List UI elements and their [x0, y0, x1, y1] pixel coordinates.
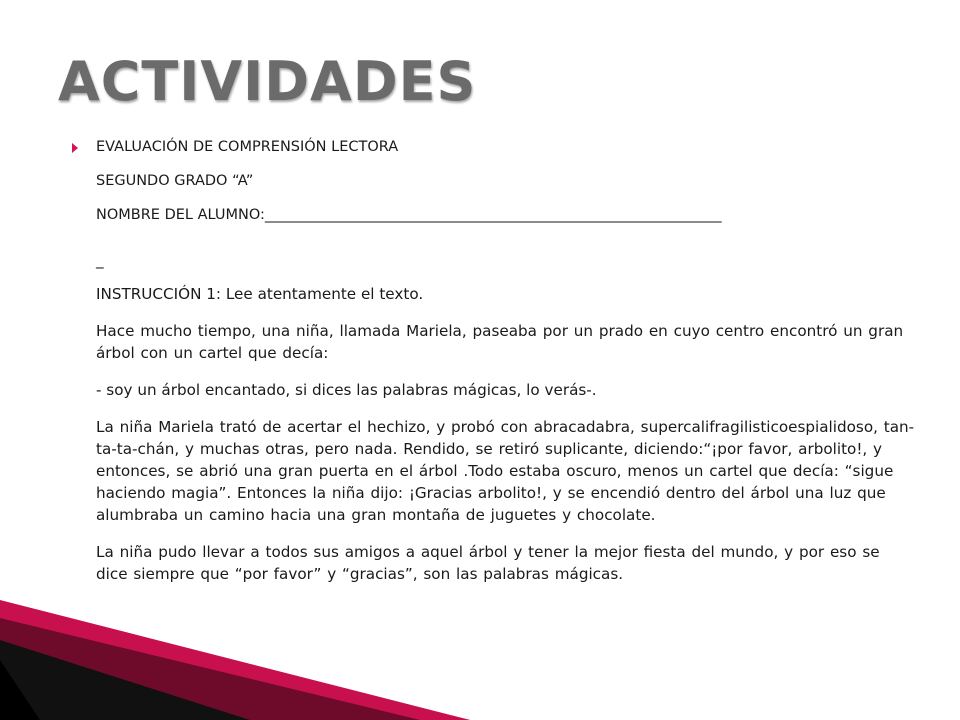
grade-label: SEGUNDO GRADO “A”	[96, 173, 254, 189]
trailing-dash: _	[96, 251, 104, 269]
triangle-right-bullet-icon	[72, 143, 78, 153]
slide-title: ACTIVIDADES	[58, 50, 477, 113]
slide-body	[96, 136, 916, 585]
stripe-dark-red	[0, 606, 470, 720]
story-paragraph-3: La niña pudo llevar a todos sus amigos a aquel árbol y tener la mejor fiesta del mundo, y por eso se dice siempre que “por favor” y “gracias”, son las palabras mágicas.	[96, 543, 880, 583]
student-name-field: NOMBRE DEL ALUMNO:_______________________________________________________________	[96, 207, 722, 223]
sign-text: - soy un árbol encantado, si dices las palabras mágicas, lo verás-.	[96, 381, 597, 399]
stripe-black	[0, 640, 250, 720]
story-paragraph-1: Hace mucho tiempo, una niña, llamada Mariela, paseaba por un prado en cuyo centro encontró un gran árbol con un cartel que decía:	[96, 322, 904, 362]
story-paragraph-2: La niña Mariela trató de acertar el hechizo, y probó con abracadabra, supercalifragilisticoespialidoso, tan-ta-ta-chán, y muchas otras, pero nada. Rendido, se retiró suplicante, diciendo:“¡por favor, arbolito!, y entonces, se abrió una gran puerta en el árbol .Todo estaba oscuro, menos un cartel que decía: “sigue haciendo magia”. Entonces la niña dijo: ¡Gracias arbolito!, y se encendió dentro del árbol una luz que alumbraba un camino hacia una gran montaña de juguetes y chocolate.	[96, 418, 915, 524]
instruction-text: INSTRUCCIÓN 1: Lee atentamente el texto.	[96, 285, 424, 303]
evaluation-heading: EVALUACIÓN DE COMPRENSIÓN LECTORA	[96, 139, 399, 155]
stripe-black-corner	[0, 660, 40, 720]
stripe-bright-red	[0, 600, 470, 720]
